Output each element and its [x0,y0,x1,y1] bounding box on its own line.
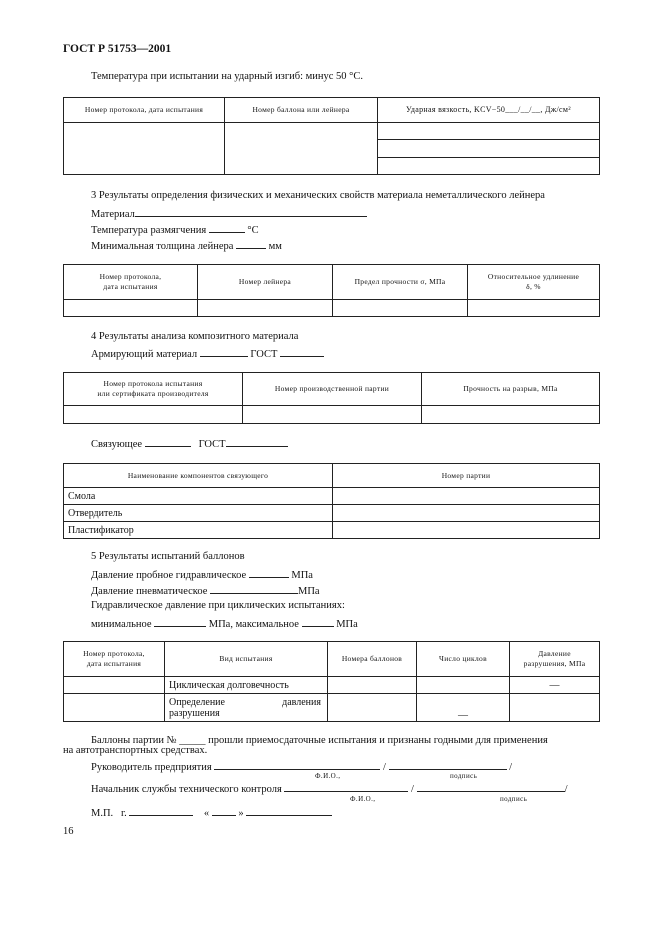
impact-col-protocol: Номер протокола, дата испытания [64,98,225,123]
burst-type-word-1: Определение [169,696,225,708]
softening-line [91,223,259,236]
binder-blank [145,437,191,447]
pneumatic-pressure-unit: МПа [298,586,320,597]
impact-temperature-line: Температура при испытании на ударный изгиб: минус 50 °С. [91,71,364,82]
test-col-cycles: Число циклов [417,642,510,677]
test-row-burst-type [165,694,328,722]
test-cell [417,677,510,694]
min-pressure-label: минимальное [91,619,152,630]
min-thickness-label: Минимальная толщина лейнера [91,241,234,252]
test-col-burst: Давление разрушения, МПа [510,642,600,677]
year-blank [129,806,193,816]
proof-pressure-blank [249,568,289,578]
proof-pressure-unit: МПа [291,570,313,581]
liner-col-number: Номер лейнера [198,265,333,300]
binder-gost: ГОСТ [198,439,226,450]
proof-pressure-line [91,568,313,581]
composite-table [63,372,600,424]
binder-col-batch: Номер партии [333,464,600,488]
impact-col-toughness: Ударная вязкость, KCV−50___/__/__, Дж/см² [378,98,600,123]
binder-row-hardener: Отвердитель [64,505,333,522]
month-blank [246,806,332,816]
section5-title: 5 Результаты испытаний баллонов [91,551,245,562]
pneumatic-pressure-blank [210,584,298,594]
softening-unit: °С [247,225,259,236]
composite-col-protocol: Номер протокола испытания или сертификата производителя [64,373,243,406]
min-max-pressure-line [91,617,358,630]
batch-statement-line2: на автотранспортных средствах. [63,745,208,756]
standard-title: ГОСТ Р 51753—2001 [63,43,172,55]
tech-head-fio-blank [284,782,408,792]
test-cell [64,677,165,694]
liner-cell [64,300,198,317]
tech-head-signature-caption: подпись [500,795,528,803]
binder-label: Связующее [91,439,143,450]
binder-cell [333,522,600,539]
manager-fio-blank [214,760,380,770]
test-cell [328,677,417,694]
max-pressure-blank [302,617,334,627]
impact-cell [378,158,600,175]
binder-cell [333,505,600,522]
proof-pressure-label: Давление пробное гидравлическое [91,570,247,581]
composite-cell [243,406,422,424]
binder-line [91,437,288,450]
composite-cell [422,406,600,424]
impact-col-cylinder: Номер баллона или лейнера [225,98,378,123]
binder-col-components: Наименование компонентов связующего [64,464,333,488]
impact-cell [225,123,378,175]
liner-col-protocol: Номер протокола, дата испытания [64,265,198,300]
manager-line: Руководитель предприятия / / [91,762,513,773]
binder-cell [333,488,600,505]
burst-type-word-3: разрушения [169,707,220,719]
stamp-date-line: М.П. г. « » [91,806,332,819]
binder-gost-blank [226,437,288,447]
reinforce-gost: ГОСТ [250,349,278,360]
pneumatic-pressure-line [91,584,320,597]
impact-table [63,97,600,175]
test-cell [64,694,165,722]
impact-cell [378,123,600,140]
material-blank [135,207,367,217]
material-line [91,207,367,220]
test-col-type: Вид испытания [165,642,328,677]
min-pressure-blank [154,617,206,627]
section4-title: 4 Результаты анализа композитного материала [91,331,299,342]
impact-cell [378,140,600,158]
binder-table [63,463,600,539]
min-thickness-unit: мм [268,241,282,252]
manager-signature-caption: подпись [450,772,478,780]
softening-label: Температура размягчения [91,225,207,236]
min-pressure-unit: МПа, максимальное [208,619,299,630]
tech-head-fio-caption: Ф.И.О., [350,795,376,803]
liner-cell [333,300,468,317]
stamp-label: М.П. [91,808,114,819]
min-thickness-blank [236,239,266,249]
liner-cell [198,300,333,317]
impact-cell [64,123,225,175]
test-row-burst-cycles: — [417,694,510,722]
composite-col-batch: Номер производственной партии [243,373,422,406]
manager-label: Руководитель предприятия [91,762,212,773]
tech-head-signature-blank [417,782,565,792]
pneumatic-pressure-label: Давление пневматическое [91,586,208,597]
liner-col-strength: Предел прочности σ, МПа [333,265,468,300]
batch-statement-line1: Баллоны партии № _____ прошли приемосдаточные испытания и признаны годными для применения [91,735,548,746]
manager-fio-caption: Ф.И.О., [315,772,341,780]
material-label: Материал [91,209,135,220]
test-col-protocol: Номер протокола, дата испытания [64,642,165,677]
test-col-cylinders: Номера баллонов [328,642,417,677]
reinforce-line [91,347,324,360]
day-blank [212,806,236,816]
cyclic-pressure-line: Гидравлическое давление при циклических испытаниях: [91,600,345,611]
reinforce-label: Армирующий материал [91,349,198,360]
test-row-cyclic-burst: — [510,677,600,694]
reinforce-blank [200,347,248,357]
test-row-cyclic: Циклическая долговечность [165,677,328,694]
liner-table [63,264,600,317]
test-cell [510,694,600,722]
max-pressure-unit: МПа [336,619,358,630]
binder-row-resin: Смола [64,488,333,505]
binder-row-plasticizer: Пластификатор [64,522,333,539]
reinforce-gost-blank [280,347,324,357]
composite-col-strength: Прочность на разрыв, МПа [422,373,600,406]
softening-blank [209,223,245,233]
tech-head-line: Начальник службы технического контроля / / [91,784,568,795]
burst-type-word-2: давления [282,696,321,708]
cylinder-test-table [63,641,600,722]
min-thickness-line [91,239,282,252]
section3-title: 3 Результаты определения физических и механических свойств материала неметаллического лейнера [91,190,545,201]
liner-col-elongation: Относительное удлинение δ, % [468,265,600,300]
page-number: 16 [63,826,74,837]
liner-cell [468,300,600,317]
tech-head-label: Начальник службы технического контроля [91,784,282,795]
year-label: г. [121,808,127,819]
composite-cell [64,406,243,424]
manager-signature-blank [389,760,507,770]
test-cell [328,694,417,722]
